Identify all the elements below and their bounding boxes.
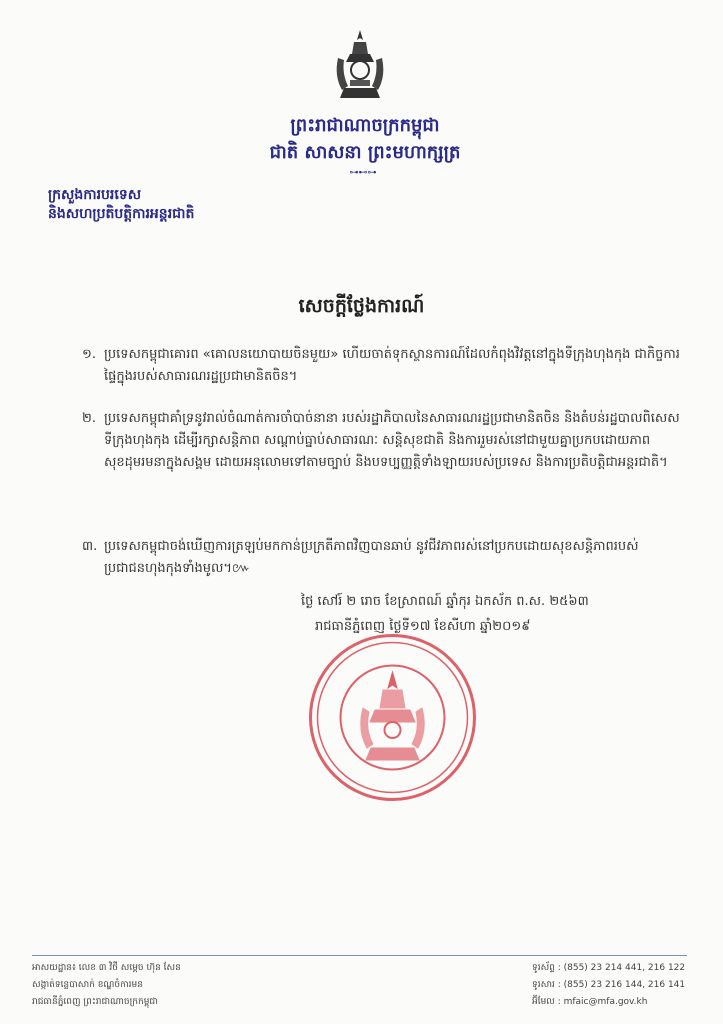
paragraph-text: ប្រទេសកម្ពុជាគោរព «គោលនយោបាយចិនមួយ» ហើយចាត់ទុកស្ថានការណ៍ដែលកំពុងវិវត្តនៅក្នុងទីក្រុងហុងកុង ជាកិច្ចការផ្ទៃក្នុងរបស់សាធារណរដ្ឋប្រជាមានិតចិន។	[104, 347, 680, 384]
footer-address	[32, 960, 181, 1011]
email-address[interactable]: អ៊ីមែល : mfaic@mfa.gov.kh	[532, 997, 648, 1007]
paragraph-1	[82, 344, 682, 388]
royal-crest-emblem	[330, 28, 390, 103]
lunar-date: ថ្ងៃ សៅរ៍ ២ រោច ខែស្រាពណ៍ ឆ្នាំកុរ ឯកស័ក ព.ស. ២៥៦៣	[301, 594, 589, 609]
ministry-seal-stamp	[305, 630, 480, 805]
fax-number: ទូរសារ : (855) 23 216 144, 216 141	[532, 980, 686, 990]
address-line: អាសយដ្ឋាន៖ លេខ ៣ វិថី សម្តេច ហ៊ុន សែន	[32, 963, 181, 973]
phone-number: ទូរស័ព្ទ : (855) 23 214 441, 216 122	[532, 963, 686, 973]
document-title: សេចក្តីថ្លែងការណ៍	[298, 295, 425, 317]
solar-date: រាជធានីភ្នំពេញ ថ្ងៃទី១៧ ខែសីហា ឆ្នាំ២០១៩	[315, 619, 531, 634]
paragraph-number: ២.	[82, 411, 96, 426]
national-motto: ជាតិ សាសនា ព្រះមហាក្សត្រ	[269, 142, 461, 163]
address-line: សង្កាត់ទន្លេបាសាក់ ខណ្ឌចំការមន	[32, 980, 143, 990]
footer-divider	[32, 955, 687, 956]
ornamental-divider: ⊶⊷⊶	[349, 168, 377, 178]
paragraph-number: ៣.	[82, 539, 98, 554]
paragraph-text: ប្រទេសកម្ពុជាគាំទ្រនូវរាល់ចំណាត់ការចាំបាច់នានា របស់រដ្ឋាភិបាលនៃសាធារណរដ្ឋប្រជាមានិតចិន និងតំបន់រដ្ឋបាលពិសេសទីក្រុងហុងកុង ដើម្បីរក្សាសន្តិភាព សណ្តាប់ធ្នាប់សាធារណៈ សន្តិសុខជាតិ និងការរួមរស់នៅជាមួយគ្នាប្រកបដោយភាពសុខដុមរមនាក្នុងសង្គម ដោយអនុលោមទៅតាមច្បាប់ និងបទប្បញ្ញត្តិទាំងឡាយរបស់ប្រទេស និងការប្រតិបត្តិជាអន្តរជាតិ។	[104, 411, 680, 470]
ministry-name-line2: និងសហប្រតិបត្តិការអន្តរជាតិ	[48, 206, 195, 222]
paragraph-number: ១.	[82, 347, 96, 362]
footer-contact	[532, 960, 685, 1011]
address-line: រាជធានីភ្នំពេញ ព្រះរាជាណាចក្រកម្ពុជា	[32, 997, 158, 1007]
paragraph-text: ប្រទេសកម្ពុជាចង់ឃើញការត្រឡប់មកកាន់ប្រក្រតីភាពវិញបានឆាប់ នូវជីវភាពរស់នៅប្រកបដោយសុខសន្តិភាពរបស់ប្រជាជនហុងកុងទាំងមូល។៚	[104, 539, 639, 576]
kingdom-title: ព្រះរាជាណាចក្រកម្ពុជា	[290, 115, 440, 136]
ministry-name-line1: ក្រសួងការបរទេស	[48, 187, 142, 203]
paragraph-2	[82, 408, 682, 474]
paragraph-3	[82, 536, 682, 580]
